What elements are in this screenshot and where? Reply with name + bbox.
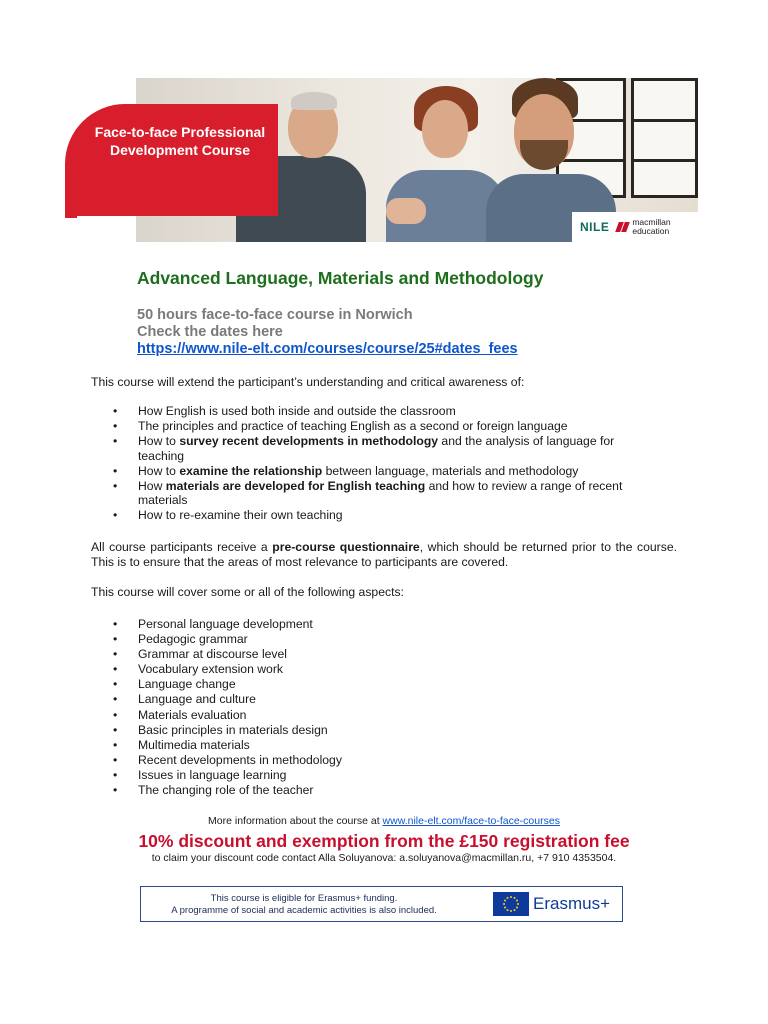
- questionnaire-paragraph: All course participants receive a pre-course questionnaire, which should be returned prior to the course. This is to ensure that the areas of most relevance to participants are covered.: [91, 540, 677, 569]
- awareness-list: [91, 404, 651, 524]
- course-type-line1: Face-to-face Professional: [94, 124, 266, 140]
- course-title: Advanced Language, Materials and Methodology: [137, 268, 544, 288]
- list-item: • Grammar at discourse level: [91, 647, 651, 662]
- list-item: • The changing role of the teacher: [91, 783, 651, 798]
- aspects-intro: This course will cover some or all of the following aspects:: [91, 585, 404, 599]
- face-to-face-courses-link[interactable]: www.nile-elt.com/face-to-face-courses: [382, 815, 560, 827]
- macmillan-logo: [617, 218, 670, 236]
- macmillan-logo-line1: macmillan: [632, 217, 671, 227]
- course-type-ribbon: [65, 104, 278, 216]
- logo-strip: [572, 212, 698, 242]
- questionnaire-emphasis: pre-course questionnaire: [272, 540, 420, 554]
- window: [631, 78, 698, 198]
- erasmus-note: [159, 893, 449, 917]
- list-item: • Language change: [91, 677, 651, 692]
- list-item: • Materials evaluation: [91, 708, 651, 723]
- course-type-line2: Development Course: [109, 142, 251, 158]
- list-item: • Basic principles in materials design: [91, 723, 651, 738]
- erasmus-logo-text: Erasmus+: [533, 894, 610, 913]
- list-item: • Language and culture: [91, 692, 651, 707]
- course-duration: 50 hours face-to-face course in Norwich: [137, 307, 413, 323]
- list-item: • Issues in language learning: [91, 768, 651, 783]
- macmillan-logo-line2: education: [632, 226, 670, 236]
- list-item: • The principles and practice of teaching English as a second or foreign language: [91, 419, 651, 434]
- eu-flag-icon: [493, 892, 529, 916]
- more-info-line: More information about the course at www.nile-elt.com/face-to-face-courses: [208, 815, 560, 827]
- list-item: • How English is used both inside and outside the classroom: [91, 404, 651, 419]
- intro-paragraph: This course will extend the participant’s understanding and critical awareness of:: [91, 375, 525, 389]
- erasmus-note-line1: This course is eligible for Erasmus+ funding.: [210, 893, 398, 904]
- list-item: • Multimedia materials: [91, 738, 651, 753]
- list-item: • Recent developments in methodology: [91, 753, 651, 768]
- list-item: • How to survey recent developments in methodology and the analysis of language for teaching: [91, 434, 651, 463]
- list-item: • Pedagogic grammar: [91, 632, 651, 647]
- course-type-label: [80, 123, 280, 159]
- discount-contact: to claim your discount code contact Alla Soluyanova: a.soluyanova@macmillan.ru, +7 910 4353504.: [151, 852, 617, 864]
- ribbon-tail: [65, 174, 77, 218]
- list-item: • How materials are developed for English teaching and how to review a range of recent materials: [91, 479, 651, 508]
- nile-logo: NILE: [580, 220, 610, 234]
- macmillan-mark-icon: [617, 222, 629, 232]
- erasmus-box: [140, 886, 623, 922]
- check-dates-label: Check the dates here: [137, 324, 283, 340]
- dates-fees-link[interactable]: https://www.nile-elt.com/courses/course/25#dates_fees: [137, 341, 518, 357]
- aspects-list: [91, 617, 651, 798]
- discount-offer: 10% discount and exemption from the £150 registration fee: [138, 831, 630, 851]
- list-item: • How to re-examine their own teaching: [91, 508, 651, 523]
- list-item: • Personal language development: [91, 617, 651, 632]
- list-item: • Vocabulary extension work: [91, 662, 651, 677]
- erasmus-note-line2: A programme of social and academic activities is also included.: [171, 905, 437, 916]
- list-item: • How to examine the relationship between language, materials and methodology: [91, 464, 651, 479]
